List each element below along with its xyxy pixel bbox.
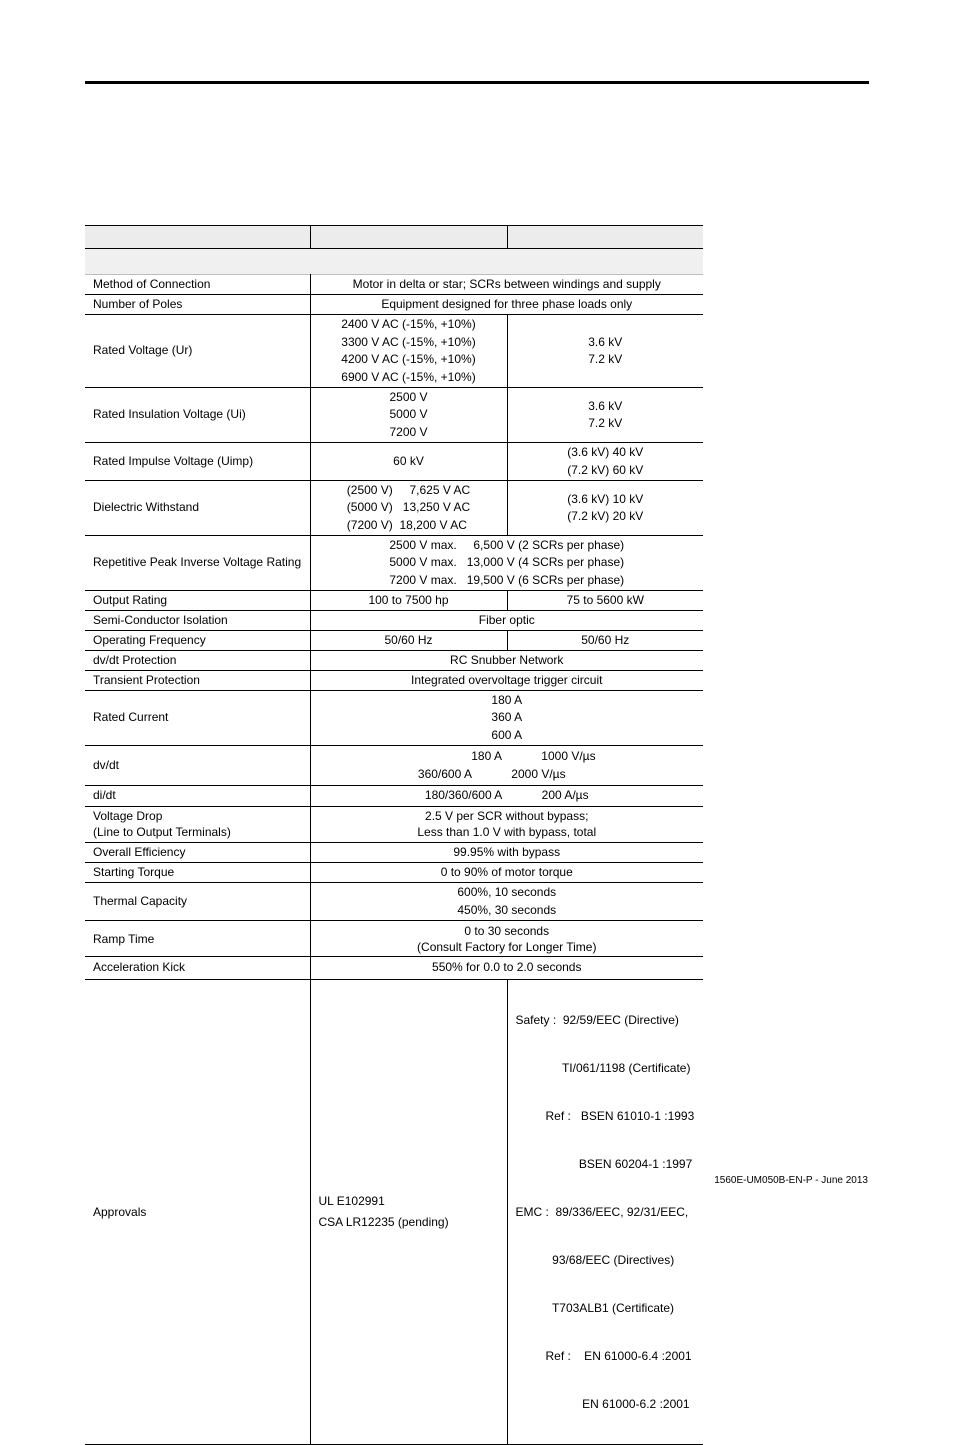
- value-line: EMC : 89/336/EEC, 92/31/EEC,: [515, 1205, 689, 1219]
- value-line: 360/600 A 2000 V/µs: [417, 766, 566, 781]
- row-value: [310, 746, 703, 786]
- value-line: 7.2 kV: [588, 416, 623, 430]
- row-value: [310, 315, 507, 388]
- row-label: Thermal Capacity: [93, 893, 188, 908]
- row-value: Equipment designed for three phase loads only: [310, 295, 703, 315]
- row-value: Fiber optic: [310, 611, 703, 631]
- row-value: 100 to 7500 hp: [310, 591, 507, 611]
- value-line: 2500 V max. 6,500 V (2 SCRs per phase): [389, 537, 625, 552]
- value-line: 600 A: [491, 727, 523, 742]
- row-label: Overall Efficiency: [93, 844, 186, 859]
- value-line: 3300 V AC (-15%, +10%): [341, 334, 476, 349]
- row-value: [310, 883, 703, 921]
- row-value: [310, 691, 703, 746]
- value-line: 7200 V max. 19,500 V (6 SCRs per phase): [389, 572, 625, 587]
- value-block: [347, 482, 470, 535]
- row-label: Number of Poles: [93, 296, 183, 311]
- row-label-line: Voltage Drop: [93, 809, 163, 823]
- row-label: Rated Current: [93, 710, 169, 725]
- value-line: T703ALB1 (Certificate): [515, 1301, 675, 1315]
- row-label-line: (Line to Output Terminals): [93, 824, 231, 839]
- table-row: [85, 591, 703, 611]
- table-row: [85, 807, 703, 843]
- value-line: 5000 V: [389, 407, 428, 422]
- table-row: [85, 786, 703, 807]
- row-value: 60 kV: [310, 443, 507, 481]
- table-row: [85, 295, 703, 315]
- row-value: [310, 536, 703, 591]
- table-row: [85, 921, 703, 957]
- row-value: 0 to 90% of motor torque: [310, 863, 703, 883]
- value-line: (5000 V) 13,250 V AC: [346, 500, 471, 515]
- top-rule: [85, 81, 869, 84]
- row-value: [507, 388, 703, 443]
- header-cell-1: [85, 226, 310, 249]
- row-label: Rated Voltage (Ur): [93, 343, 193, 358]
- value-line: UL E102991: [318, 1194, 385, 1208]
- section-band-row: [85, 249, 703, 275]
- table-row: [85, 388, 703, 443]
- row-value: [310, 980, 507, 1445]
- table-row: [85, 883, 703, 921]
- table-row: [85, 275, 703, 295]
- value-line: 7200 V: [389, 424, 428, 439]
- row-label: Repetitive Peak Inverse Voltage Rating: [93, 555, 302, 570]
- row-value: Motor in delta or star; SCRs between windings and supply: [310, 275, 703, 295]
- row-label: dv/dt: [93, 757, 120, 772]
- value-line: Safety : 92/59/EEC (Directive): [515, 1013, 679, 1027]
- value-line: Ref : BSEN 61010-1 :1993: [515, 1109, 695, 1123]
- value-block: [418, 748, 596, 783]
- header-cell-2: [310, 226, 507, 249]
- value-line: (Consult Factory for Longer Time): [417, 939, 597, 954]
- table-row: [85, 631, 703, 651]
- value-line: EN 61000-6.2 :2001: [515, 1397, 690, 1411]
- row-value: RC Snubber Network: [310, 651, 703, 671]
- row-label: dv/dt Protection: [93, 652, 177, 667]
- table-row: [85, 443, 703, 481]
- value-line: 4200 V AC (-15%, +10%): [341, 352, 476, 366]
- row-label: Rated Insulation Voltage (Ui): [93, 407, 246, 422]
- row-value: [310, 921, 703, 957]
- table-row: [85, 746, 703, 786]
- row-label: Transient Protection: [93, 672, 200, 687]
- value-line: (3.6 kV) 10 kV: [567, 491, 644, 506]
- table-row: [85, 863, 703, 883]
- row-label: Approvals: [93, 1205, 147, 1219]
- row-value: Integrated overvoltage trigger circuit: [310, 671, 703, 691]
- value-line: 2400 V AC (-15%, +10%): [341, 317, 476, 331]
- value-line: TI/061/1198 (Certificate): [515, 1061, 691, 1075]
- row-value: 550% for 0.0 to 2.0 seconds: [310, 957, 703, 980]
- value-line: Ref : EN 61000-6.4 :2001: [515, 1349, 692, 1363]
- row-value: 50/60 Hz: [310, 631, 507, 651]
- value-block: [389, 537, 624, 590]
- table-row: [85, 843, 703, 863]
- value-line: BSEN 60204-1 :1997: [515, 1157, 693, 1171]
- row-label: Ramp Time: [93, 931, 155, 946]
- value-line: (2500 V) 7,625 V AC: [346, 482, 471, 497]
- header-cell-3: [507, 226, 703, 249]
- value-line: 6900 V AC (-15%, +10%): [341, 369, 476, 384]
- value-line: (7.2 kV) 20 kV: [567, 509, 644, 523]
- value-line: 3.6 kV: [588, 334, 623, 349]
- value-line: 3.6 kV: [588, 398, 623, 413]
- specifications-table: [85, 225, 703, 1445]
- table-row: [85, 691, 703, 746]
- value-line: CSA LR12235 (pending): [318, 1215, 449, 1229]
- table-row: [85, 651, 703, 671]
- value-line: 2500 V: [389, 389, 428, 404]
- table-header-row: [85, 226, 703, 249]
- table-row: [85, 671, 703, 691]
- value-line: (7200 V) 18,200 V AC: [346, 517, 467, 532]
- value-line: 5000 V max. 13,000 V (4 SCRs per phase): [389, 555, 625, 570]
- table-row: [85, 611, 703, 631]
- row-value: [507, 443, 703, 481]
- value-line: 0 to 30 seconds: [464, 923, 550, 938]
- row-label: [85, 807, 310, 843]
- row-label: Operating Frequency: [93, 632, 206, 647]
- table-row: [85, 315, 703, 388]
- row-label: Acceleration Kick: [93, 960, 186, 975]
- row-value: 75 to 5600 kW: [507, 591, 703, 611]
- row-label: Rated Impulse Voltage (Uimp): [93, 453, 254, 468]
- value-line: 2.5 V per SCR without bypass;: [425, 809, 589, 823]
- value-line: 7.2 kV: [588, 352, 623, 366]
- row-value: [310, 481, 507, 536]
- row-value: [507, 481, 703, 536]
- row-label: Dielectric Withstand: [93, 500, 200, 515]
- row-value: [507, 980, 703, 1445]
- row-label: di/dt: [93, 788, 116, 803]
- value-line: 180 A: [491, 692, 523, 707]
- row-label: Semi-Conductor Isolation: [93, 612, 228, 627]
- row-value: 99.95% with bypass: [310, 843, 703, 863]
- row-value: [310, 807, 703, 843]
- row-value: [507, 315, 703, 388]
- row-value: 50/60 Hz: [507, 631, 703, 651]
- row-label: Starting Torque: [93, 864, 175, 879]
- table-row: [85, 980, 703, 1445]
- value-line: 180 A 1000 V/µs: [417, 749, 596, 763]
- value-line: (3.6 kV) 40 kV: [567, 445, 644, 459]
- row-value: [310, 388, 507, 443]
- table-row: [85, 957, 703, 980]
- table-row: [85, 481, 703, 536]
- table-row: [85, 536, 703, 591]
- value-line: (7.2 kV) 60 kV: [567, 462, 644, 477]
- page-footer: 1560E-UM050B-EN-P - June 2013: [714, 1175, 868, 1186]
- row-value: 180/360/600 A 200 A/µs: [310, 786, 703, 807]
- value-line: 450%, 30 seconds: [457, 902, 557, 917]
- row-label: Output Rating: [93, 592, 168, 607]
- row-label: Method of Connection: [93, 276, 211, 291]
- value-line: 360 A: [491, 710, 523, 725]
- value-line: Less than 1.0 V with bypass, total: [417, 824, 597, 839]
- value-line: 93/68/EEC (Directives): [515, 1253, 675, 1267]
- value-line: 600%, 10 seconds: [457, 885, 557, 899]
